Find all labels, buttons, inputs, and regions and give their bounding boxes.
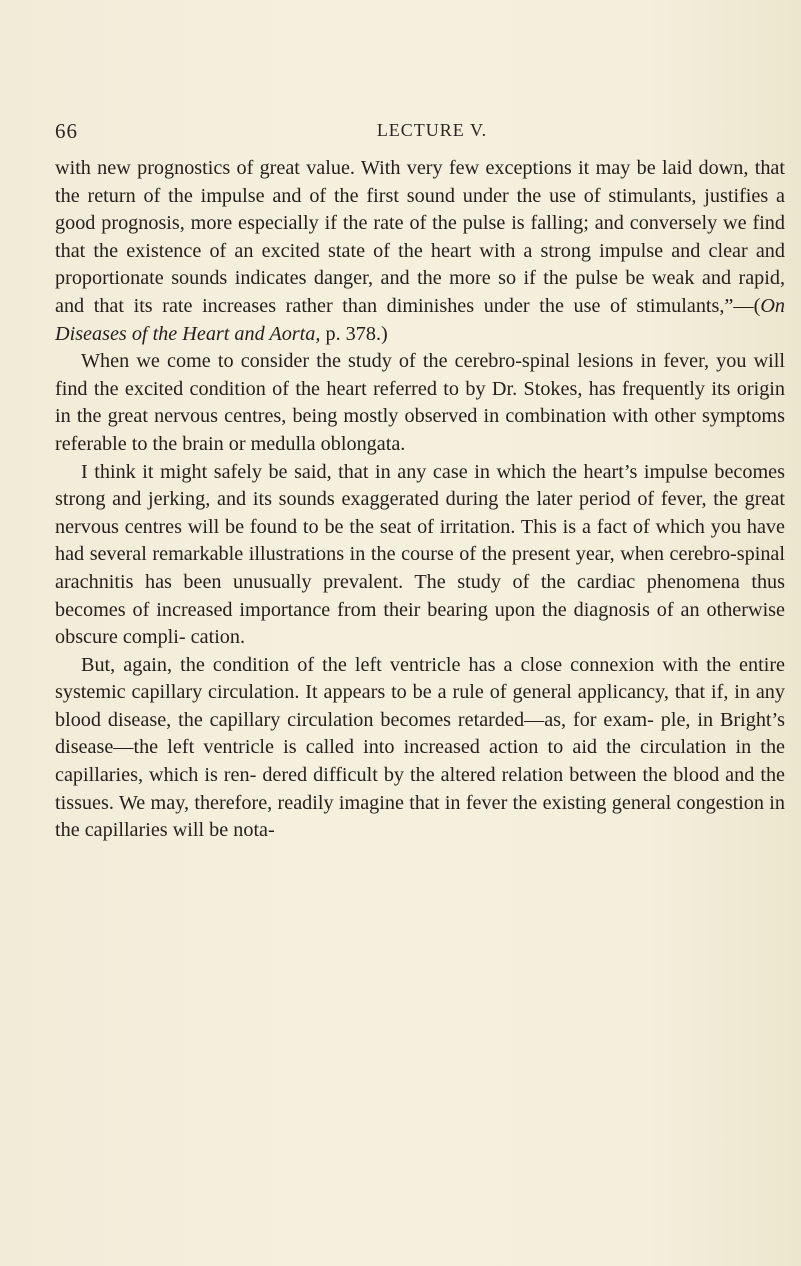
paragraph-1-text: with new prognostics of great value. With very few exceptions it may be laid down, that the return of the impulse and of the first sound under the use of stimulants, justifies a good prognosis, more especially if the rate of the pulse is falling; and conversely we find that the existence of an excited state of the heart with a strong impulse and clear and proportionate sounds indicates danger, and the more so if the pulse be weak and rapid, and that its rate increases rather than diminishes under the use of stimulants,”—( (55, 157, 785, 317)
page-number: 66 (55, 119, 78, 143)
body-text (55, 155, 785, 845)
paragraph-1 (55, 155, 785, 348)
paragraph-2: When we come to consider the study of the cerebro-spinal lesions in fever, you will find the excited condition of the heart referred to by Dr. Stokes, has frequently its origin in the great nervous centres, being mostly observed in combination with other symptoms referable to the brain or medulla oblongata. (55, 350, 785, 455)
paragraph-3: I think it might safely be said, that in any case in which the heart’s impulse becomes strong and jerking, and its sounds exaggerated during the later period of fever, the great nervous centres will be found to be the seat of irritation. This is a fact of which you have had several remarkable illustrations in the course of the present year, when cerebro-spinal arachnitis has been unusually prevalent. The study of the cardiac phenomena thus becomes of increased importance from their bearing upon the diagnosis of an otherwise obscure compli- cation. (55, 460, 785, 649)
paragraph-4: But, again, the condition of the left ventricle has a close connexion with the entire systemic capillary circulation. It appears to be a rule of general applicancy, that if, in any blood disease, the capillary circulation becomes retarded—as, for exam- ple, in Bright’s disease—the left ventricle is called into increased action to aid the circulation in the capillaries, which is ren- dered difficult by the altered relation between the blood and the tissues. We may, therefore, readily imagine that in fever the existing general congestion in the capillaries will be nota- (55, 653, 785, 842)
page-header (55, 119, 785, 149)
citation-page: p. 378.) (320, 322, 388, 345)
running-head: LECTURE V. (376, 120, 488, 140)
citation-title: On Diseases of the Heart and Aorta, (55, 294, 785, 345)
